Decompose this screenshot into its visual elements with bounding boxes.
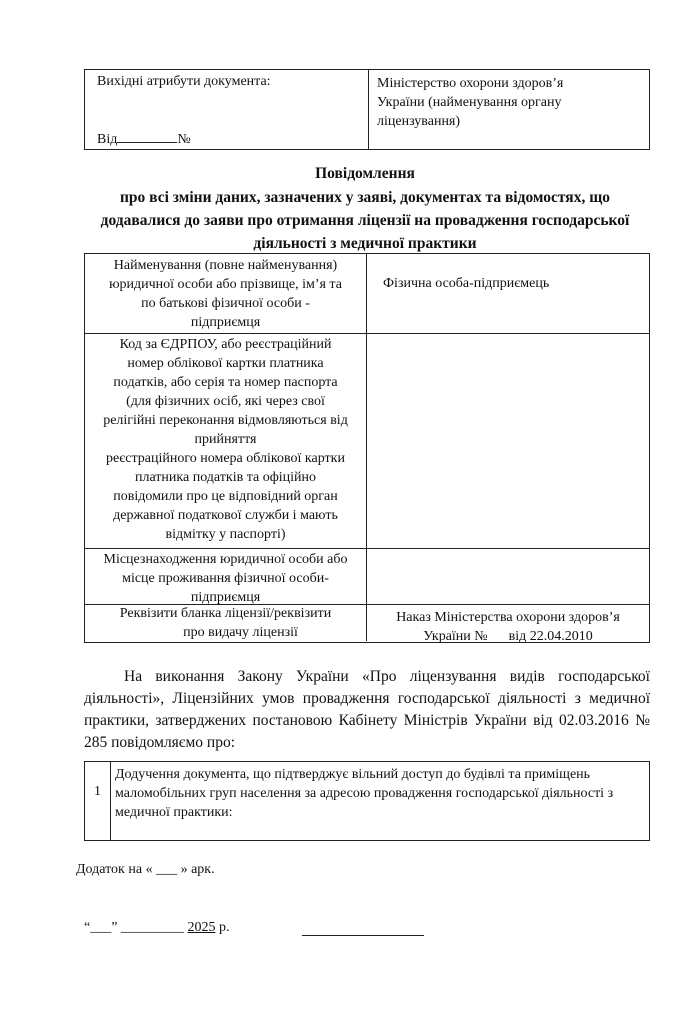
label-line: повідомили про це відповідний орган (113, 489, 338, 504)
title-line-2: про всі зміни даних, зазначених у заяві, документах та відомостях, що (119, 189, 611, 206)
label-line: податків, або серія та номер паспорта (113, 375, 338, 390)
label-line: платника податків та офіційно (134, 470, 317, 485)
doc-number-line (97, 130, 191, 148)
label-line: номер облікової картки платника (127, 356, 324, 371)
notice-text (115, 765, 643, 822)
label-line: прийняття (194, 432, 257, 447)
number-label: № (177, 132, 191, 147)
header-table (84, 69, 650, 150)
notice-line: медичної практики: (115, 805, 233, 820)
label-line: (для фізичних осіб, які через свої (126, 394, 325, 409)
value-line: України № від 22.04.2010 (423, 629, 593, 644)
row-license-value (367, 608, 649, 646)
label-line: підприємця (190, 315, 261, 330)
row-address-label (85, 548, 367, 604)
notice-line: Додучення документа, що підтверджує вільний доступ до будівлі та приміщень (115, 767, 591, 782)
label-line: по батькові фізичної особи - (141, 296, 310, 311)
row-code-label (85, 333, 367, 548)
label-line: Місцезнаходження юридичної особи або (103, 552, 348, 567)
addendum-line: Додаток на « ___ » арк. (76, 862, 215, 877)
label-line: відмітку у паспорті) (165, 527, 286, 542)
licensee-info-table (84, 253, 650, 643)
document-title: Повідомлення (315, 165, 415, 182)
notification-paragraph (84, 666, 650, 754)
row-license-label (85, 604, 367, 641)
notice-line: маломобільних груп населення за адресою провадження господарської діяльності з (115, 786, 614, 801)
ministry-line-2: України (найменування органу (377, 95, 562, 110)
paragraph-text: На виконання Закону України «Про ліцензування видів господарської діяльності», Ліцензійних умов провадження господарської діяльності з медичної практики, затверджених постановою Кабінету Міністрів України від 02.03.2016 № 285 повідомляємо про: (84, 668, 650, 751)
year-suffix: р. (215, 920, 230, 935)
title-line-4: діяльності з медичної практики (253, 235, 477, 252)
label-line: реєстраційного номера облікової картки (106, 451, 345, 466)
ministry-line-1: Міністерство охорони здоров’я (377, 76, 564, 91)
label-line: місце проживання фізичної особи- (122, 571, 329, 586)
date-blank (117, 130, 177, 143)
from-label: Від (97, 132, 118, 147)
label-line: Реквізити бланка ліцензії/реквізити (119, 606, 332, 621)
label-line: Найменування (повне найменування) (113, 258, 338, 273)
label-line: державної податкової служби і мають (113, 508, 338, 523)
row-name-value: Фізична особа-підприємець (383, 276, 550, 291)
label-line: юридичної особи або прізвище, ім’я та (109, 277, 342, 292)
value-line: Наказ Міністерства охорони здоров’я (396, 610, 620, 625)
notice-number: 1 (85, 762, 111, 840)
date-line (84, 920, 229, 936)
notice-table (84, 761, 650, 841)
output-attributes-label: Вихідні атрибути документа: (97, 74, 271, 89)
label-line: про видачу ліцензії (183, 625, 298, 640)
header-left-cell (85, 70, 369, 149)
date-blank-text: “___” _________ (84, 920, 184, 935)
ministry-line-3: ліцензування) (377, 114, 461, 129)
row-name-label (85, 254, 367, 333)
year: 2025 (187, 920, 216, 935)
header-right-cell (369, 70, 649, 149)
label-line: Код за ЄДРПОУ, або реєстраційний (119, 337, 332, 352)
title-line-3: додавалися до заяви про отримання ліцензії на провадження господарської (100, 212, 630, 229)
signature-line (302, 935, 424, 936)
label-line: підприємця (190, 590, 261, 605)
label-line: релігійні переконання відмовляються від (103, 413, 348, 428)
